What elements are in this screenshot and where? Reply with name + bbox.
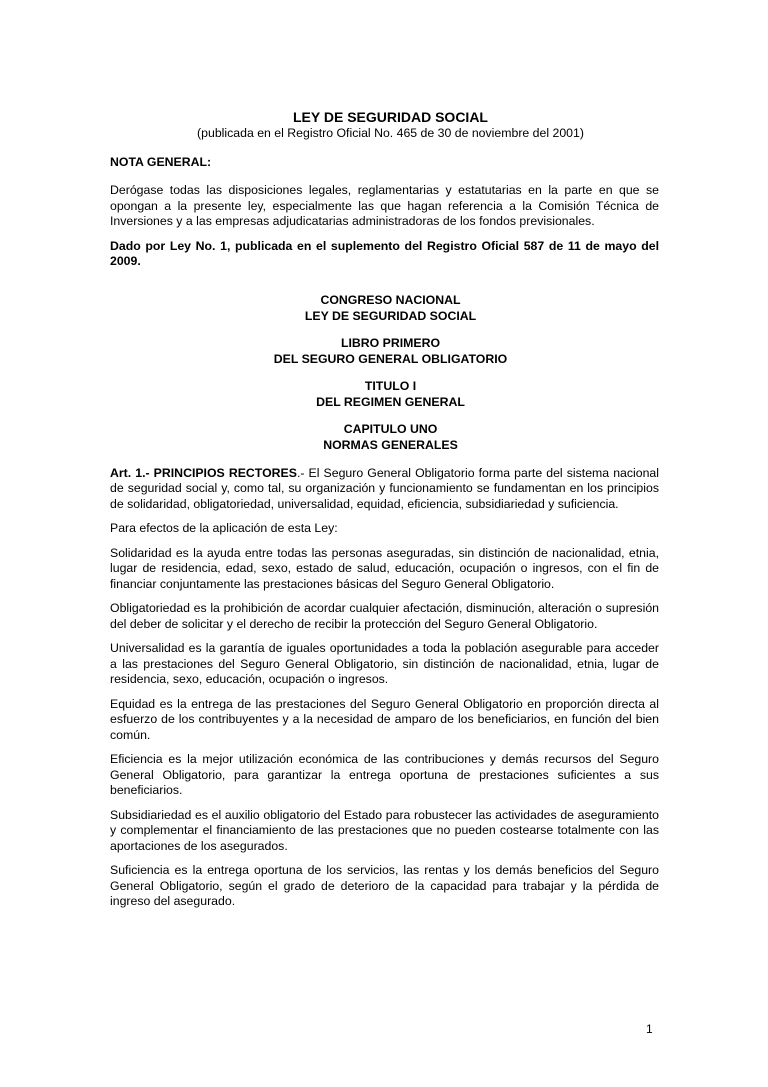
capitulo-subtitle: NORMAS GENERALES [323,438,458,452]
titulo-label: TITULO I [364,378,417,393]
document-title: LEY DE SEGURIDAD SOCIAL [293,109,488,125]
nota-general-heading: NOTA GENERAL: [110,154,212,169]
article-1 [110,466,659,513]
paragraph-universalidad: Universalidad es la garantía de iguales oportunidades a toda la población asegurable para acceder a las prestaciones del Seguro General Obligatorio, sin distinción de nacionalidad, etnia, lugar de residencia, sexo, educación, ocupación o ingresos. [110,641,659,686]
capitulo-label: CAPITULO UNO [343,421,438,436]
titulo-subtitle: DEL REGIMEN GENERAL [316,395,465,409]
article-1-text: .- El Seguro General Obligatorio forma parte del sistema nacional de seguridad social y, como tal, su organización y funcionamiento se fundamentan en los principios de solidaridad, obligatoriedad, universalidad, equidad, eficiencia, subsidiariedad y suficiencia. [110,465,659,511]
paragraph-equidad: Equidad es la entrega de las prestaciones del Seguro General Obligatorio en proporción directa al esfuerzo de los contribuyentes y a la necesidad de amparo de los beneficiarios, en función del bien común. [110,696,659,742]
ley-label: LEY DE SEGURIDAD SOCIAL [304,309,477,323]
nota-general-body: Derógase todas las disposiciones legales, reglamentarias y estatutarias en la parte en que se opongan a la presente ley, especialmente las que hagan referencia a la Comisión Técnica de Inversiones y a las empresas adjudicatarias administradoras de los fondos previsionales. [110,183,659,228]
page-number: 1 [646,1022,653,1036]
paragraph-obligatoriedad: Obligatoriedad es la prohibición de acordar cualquier afectación, disminución, alteración o supresión del deber de solicitar y el derecho de recibir la protección del Seguro General Obligatorio. [110,601,659,631]
paragraph-subsidiariedad: Subsidiariedad es el auxilio obligatorio del Estado para robustecer las actividades de aseguramiento y complementar el financiamiento de las prestaciones que no pueden costearse totalmente con las aportaciones de los asegurados. [110,807,659,853]
paragraph-eficiencia: Eficiencia es la mejor utilización económica de las contribuciones y demás recursos del Seguro General Obligatorio, para garantizar la entrega oportuna de prestaciones suficientes a sus beneficiarios. [110,752,659,797]
document-subtitle: (publicada en el Registro Oficial No. 465 de 30 de noviembre del 2001) [197,126,584,140]
congreso-label: CONGRESO NACIONAL [320,292,461,307]
libro-subtitle: DEL SEGURO GENERAL OBLIGATORIO [273,352,508,366]
titulo-heading [110,378,659,411]
congreso-heading [110,292,659,325]
paragraph: Para efectos de la aplicación de esta Ley: [110,521,338,535]
paragraph-solidaridad: Solidaridad es la ayuda entre todas las personas aseguradas, sin distinción de nacionalidad, etnia, lugar de residencia, edad, sexo, estado de salud, educación, ocupación o ingresos, con el fin de financiar conjuntamente las prestaciones básicas del Seguro General Obligatorio. [110,545,659,591]
libro-label: LIBRO PRIMERO [340,335,441,350]
libro-heading [110,335,659,368]
paragraph-suficiencia: Suficiencia es la entrega oportuna de los servicios, las rentas y los demás beneficios del Seguro General Obligatorio, según el grado de deterioro de la capacidad para trabajar y la pérdida de ingreso del asegurado. [110,863,659,908]
dado-por-ley: Dado por Ley No. 1, publicada en el suplemento del Registro Oficial 587 de 11 de mayo del 2009. [110,238,659,268]
article-1-label: Art. 1.- PRINCIPIOS RECTORES [110,465,297,480]
capitulo-heading [110,421,659,454]
document-page [110,109,659,919]
